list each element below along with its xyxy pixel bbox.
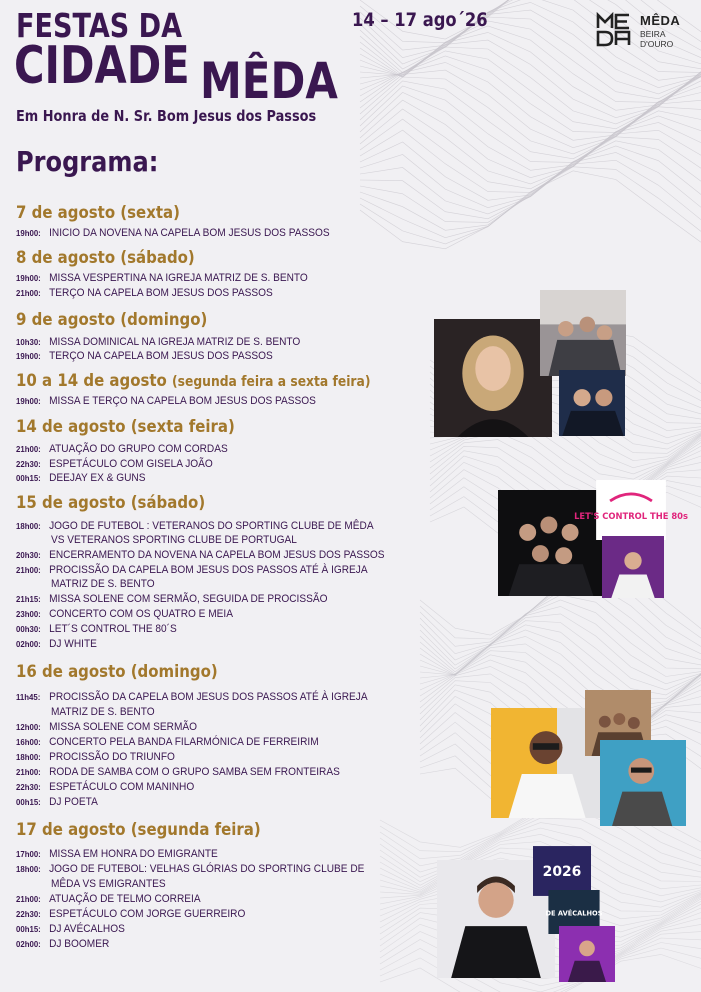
- day-heading-title: 10 a 14 de agosto: [16, 371, 167, 391]
- event-text: ESPETÁCULO COM GISELA JOÃO: [49, 458, 213, 470]
- event-text: DJ WHITE: [49, 638, 97, 650]
- event-time: 21h00:: [16, 444, 41, 454]
- event-time: 23h00:: [16, 609, 41, 619]
- festival-dates: 14 – 17 ago´26: [352, 9, 488, 31]
- artist-photo-gisela-joao: [434, 319, 552, 437]
- event-time: 19h00:: [16, 351, 41, 361]
- event-row: [16, 442, 228, 457]
- event-row: [16, 705, 155, 720]
- event-text: DJ POETA: [49, 796, 98, 808]
- event-time: 18h00:: [16, 521, 41, 531]
- day-heading: 15 de agosto (sábado): [16, 493, 206, 513]
- avecalhos-label: DE AVÉCALHOS: [545, 909, 603, 918]
- event-text: RODA DE SAMBA COM O GRUPO SAMBA SEM FRONTEIRAS: [49, 766, 340, 778]
- day-heading: 16 de agosto (domingo): [16, 662, 218, 682]
- programa-heading: Programa:: [16, 145, 159, 178]
- day-heading: 14 de agosto (sexta feira): [16, 417, 235, 437]
- event-time: 19h00:: [16, 228, 41, 238]
- event-time: 21h00:: [16, 767, 41, 777]
- event-time: 11h45:: [16, 692, 41, 702]
- logo-tagline: BEIRA D'OURO: [640, 29, 674, 49]
- event-row: [16, 563, 368, 578]
- event-row: [16, 862, 364, 877]
- event-text: JOGO DE FUTEBOL: VELHAS GLÓRIAS DO SPORTING CLUBE DE: [49, 863, 365, 875]
- event-row: [16, 637, 97, 652]
- event-row: [16, 394, 316, 409]
- event-time: 22h30:: [16, 909, 41, 919]
- event-text: MISSA E TERÇO NA CAPELA BOM JESUS DOS PASSOS: [49, 395, 316, 407]
- event-text: MISSA EM HONRA DO EMIGRANTE: [49, 848, 218, 860]
- event-text: MATRIZ DE S. BENTO: [50, 578, 155, 590]
- artist-photo-group: [540, 290, 626, 376]
- event-row: [16, 922, 125, 937]
- event-row: [16, 877, 166, 892]
- event-row: [16, 622, 177, 637]
- event-row: [16, 286, 273, 301]
- event-time: 19h00:: [16, 396, 41, 406]
- event-text: JOGO DE FUTEBOL : VETERANOS DO SPORTING CLUBE DE MÊDA: [49, 520, 374, 532]
- event-text: ESPETÁCULO COM JORGE GUERREIRO: [49, 908, 246, 920]
- event-time: 21h00:: [16, 565, 41, 575]
- artist-photo-dj-boomer: [556, 926, 618, 982]
- event-time: 18h00:: [16, 752, 41, 762]
- event-text: CONCERTO COM OS QUATRO E MEIA: [49, 608, 233, 620]
- day-heading: [16, 371, 370, 392]
- event-text: TERÇO NA CAPELA BOM JESUS DOS PASSOS: [49, 350, 273, 362]
- event-time: 18h00:: [16, 864, 41, 874]
- event-row: [16, 592, 327, 607]
- event-row: [16, 720, 197, 735]
- event-row: [16, 607, 233, 622]
- logo-name: MÊDA: [640, 13, 681, 28]
- event-text: PROCISSÃO DO TRIUNFO: [49, 751, 175, 763]
- event-text: MISSA SOLENE COM SERMÃO: [49, 721, 198, 733]
- event-row: [16, 735, 319, 750]
- event-text: TERÇO NA CAPELA BOM JESUS DOS PASSOS: [49, 287, 273, 299]
- event-row: [16, 750, 175, 765]
- event-row: [16, 533, 297, 548]
- event-text: MATRIZ DE S. BENTO: [50, 706, 155, 718]
- event-text: LET´S CONTROL THE 80´S: [49, 623, 177, 635]
- event-text: ENCERRAMENTO DA NOVENA NA CAPELA BOM JESUS DOS PASSOS: [49, 549, 385, 561]
- event-row: [16, 847, 218, 862]
- artist-photo-dj-poeta: [598, 740, 688, 826]
- day-heading: 9 de agosto (domingo): [16, 310, 208, 330]
- event-row: [16, 226, 330, 241]
- day-heading: 17 de agosto (segunda feira): [16, 820, 261, 840]
- event-row: [16, 519, 374, 534]
- artist-photo-dj-white: [598, 536, 668, 598]
- event-text: MISSA DOMINICAL NA IGREJA MATRIZ DE S. BENTO: [49, 336, 301, 348]
- event-row: [16, 907, 245, 922]
- event-row: [16, 892, 201, 907]
- event-time: 20h30:: [16, 550, 41, 560]
- event-text: DJ AVÉCALHOS: [49, 923, 125, 935]
- event-row: [16, 335, 300, 350]
- event-row: [16, 780, 194, 795]
- event-time: 19h00:: [16, 273, 41, 283]
- event-time: 12h00:: [16, 722, 41, 732]
- event-time: 22h30:: [16, 782, 41, 792]
- event-time: 02h00:: [16, 939, 41, 949]
- event-row: [16, 457, 213, 472]
- event-time: 22h30:: [16, 459, 41, 469]
- event-text: VS VETERANOS SPORTING CLUBE DE PORTUGAL: [50, 534, 297, 546]
- event-text: INICIO DA NOVENA NA CAPELA BOM JESUS DOS PASSOS: [49, 227, 330, 239]
- event-row: [16, 471, 145, 486]
- event-text: DEEJAY EX & GUNS: [49, 472, 146, 484]
- event-text: PROCISSÃO DA CAPELA BOM JESUS DOS PASSOS ATÉ À IGREJA: [49, 691, 368, 703]
- event-row: [16, 937, 109, 952]
- event-row: [16, 690, 368, 705]
- event-time: 21h00:: [16, 894, 41, 904]
- event-text: MISSA VESPERTINA NA IGREJA MATRIZ DE S. BENTO: [49, 272, 308, 284]
- event-text: MISSA SOLENE COM SERMÃO, SEGUIDA DE PROCISSÃO: [49, 593, 328, 605]
- lets-control-the-80s-badge: [574, 480, 688, 540]
- event-text: ATUAÇÃO DE TELMO CORREIA: [49, 893, 201, 905]
- event-text: CONCERTO PELA BANDA FILARMÓNICA DE FERREIRIM: [49, 736, 319, 748]
- event-time: 10h30:: [16, 337, 41, 347]
- year-2026-badge: [533, 846, 591, 896]
- event-row: [16, 765, 340, 780]
- event-row: [16, 271, 308, 286]
- year-label: 2026: [542, 864, 582, 881]
- lets-control-label: LET'S CONTROL THE 80s: [574, 511, 688, 522]
- event-row: [16, 548, 384, 563]
- event-time: 21h00:: [16, 288, 41, 298]
- event-time: 17h00:: [16, 849, 41, 859]
- event-time: 02h00:: [16, 639, 41, 649]
- event-time: 00h15:: [16, 473, 41, 483]
- festival-title-city: MÊDA: [200, 52, 338, 110]
- event-text: MÊDA VS EMIGRANTES: [50, 878, 166, 890]
- artist-photo-os-quatro-e-meia: [495, 490, 607, 596]
- event-time: 00h15:: [16, 797, 41, 807]
- event-row: [16, 349, 273, 364]
- event-time: 16h00:: [16, 737, 41, 747]
- festival-title-line1: FESTAS DA: [16, 6, 183, 45]
- festival-subtitle: Em Honra de N. Sr. Bom Jesus dos Passos: [16, 107, 317, 125]
- event-row: [16, 795, 98, 810]
- event-text: ESPETÁCULO COM MANINHO: [49, 781, 195, 793]
- event-time: 21h15:: [16, 594, 41, 604]
- event-time: 00h30:: [16, 624, 41, 634]
- event-row: [16, 577, 155, 592]
- day-heading-note: (segunda feira a sexta feira): [172, 374, 371, 390]
- day-heading: 7 de agosto (sexta): [16, 203, 180, 223]
- event-text: ATUAÇÃO DO GRUPO COM CORDAS: [49, 443, 228, 455]
- event-text: DJ BOOMER: [49, 938, 110, 950]
- event-time: 00h15:: [16, 924, 41, 934]
- event-text: PROCISSÃO DA CAPELA BOM JESUS DOS PASSOS ATÉ À IGREJA: [49, 564, 368, 576]
- festival-title-line2: CIDADE: [14, 36, 190, 96]
- day-heading: 8 de agosto (sábado): [16, 248, 195, 268]
- artist-photo-deejay-ex-guns: [556, 370, 628, 436]
